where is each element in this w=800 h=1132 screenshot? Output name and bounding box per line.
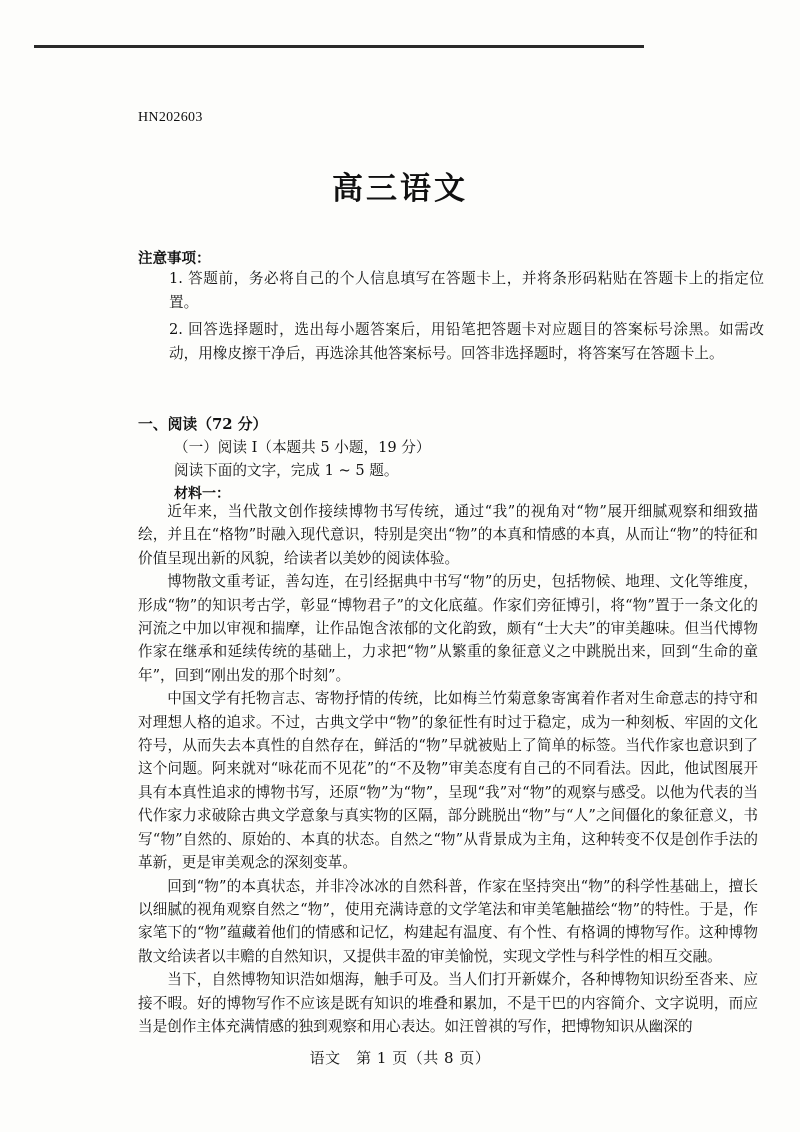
paragraph: 当下，自然博物知识浩如烟海，触手可及。当人们打开新媒介，各种博物知识纷至沓来、应接不暇。好的博物写作不应该是既有知识的堆叠和累加，不是干巴的内容简介、文字说明，而应当是创作主体充满情感的独到观察和用心表达。如汪曾祺的写作，把博物知识从幽深的 (138, 971, 758, 1035)
page-footer: 语文 第 1 页（共 8 页） (309, 1049, 491, 1067)
exam-code: HN202603 (138, 110, 203, 125)
page-title: 高三语文 (332, 171, 468, 207)
paragraph: 中国文学有托物言志、寄物抒情的传统，比如梅兰竹菊意象寄寓着作者对生命意志的持守和对理想人格的追求。不过，古典文学中“物”的象征性有时过于稳定，成为一种刻板、牢固的文化符号，从而失去本真性的自然存在，鲜活的“物”早就被贴上了简单的标签。当代作家也意识到了这个问题。阿来就对“咏花而不见花”的“不及物”审美态度有自己的不同看法。因此，他试图展开具有本真性追求的博物书写，还原“物”为“物”，呈现“我”对“物”的观察与感受。以他为代表的当代作家力求破除古典文学意象与真实物的区隔，部分跳脱出“物”与“人”之间僵化的象征意义，书写“物”自然的、原始的、本真的状态。自然之“物”从背景成为主角，这种转变不仅是创作手法的革新，更是审美观念的深刻变革。 (138, 690, 758, 872)
paragraph: 博物散文重考证，善勾连，在引经据典中书写“物”的历史，包括物候、地理、文化等维度，形成“物”的知识考古学，彰显“博物君子”的文化底蕴。作家们旁征博引，将“物”置于一条文化的河流之中加以审视和揣摩，让作品饱含浓郁的文化韵致，颇有“士大夫”的审美趣味。但当代博物作家在继承和延续传统的基础上，力求把“物”从繁重的象征意义之中跳脱出来，回到“生命的童年”，回到“刚出发的那个时刻”。 (138, 573, 758, 684)
material-passage (138, 500, 758, 1038)
paragraph: 近年来，当代散文创作接续博物书写传统，通过“我”的视角对“物”展开细腻观察和细致描绘，并且在“格物”时融入现代意识，特别是突出“物”的本真和情感的本真，从而让“物”的特征和价值呈现出新的风貌，给读者以美妙的阅读体验。 (138, 503, 758, 567)
section-heading: 一、阅读（72 分） (138, 416, 268, 433)
sub-section-heading: （一）阅读 I（本题共 5 小题，19 分） (174, 439, 431, 456)
note-item-1: 1. 答题前，务必将自己的个人信息填写在答题卡上，并将条形码粘贴在答题卡上的指定位置。 (169, 270, 764, 311)
reading-instruction: 阅读下面的文字，完成 1 ~ 5 题。 (174, 462, 399, 479)
note-item-2: 2. 回答选择题时，选出每小题答案后，用铅笔把答题卡对应题目的答案标号涂黑。如需改动，用橡皮擦干净后，再选涂其他答案标号。回答非选择题时，将答案写在答题卡上。 (169, 321, 764, 362)
top-rule (34, 45, 644, 48)
notes-heading: 注意事项： (138, 251, 211, 267)
paragraph: 回到“物”的本真状态，并非冷冰冰的自然科普，作家在坚持突出“物”的科学性基础上，擅长以细腻的视角观察自然之“物”，使用充满诗意的文学笔法和审美笔触描绘“物”的特性。于是，作家笔下的“物”蕴藏着他们的情感和记忆，构建起有温度、有个性、有格调的博物写作。这种博物散文给读者以丰赡的自然知识，又提供丰盈的审美愉悦，实现文学性与科学性的相互交融。 (138, 877, 758, 965)
material-label: 材料一： (174, 486, 230, 502)
